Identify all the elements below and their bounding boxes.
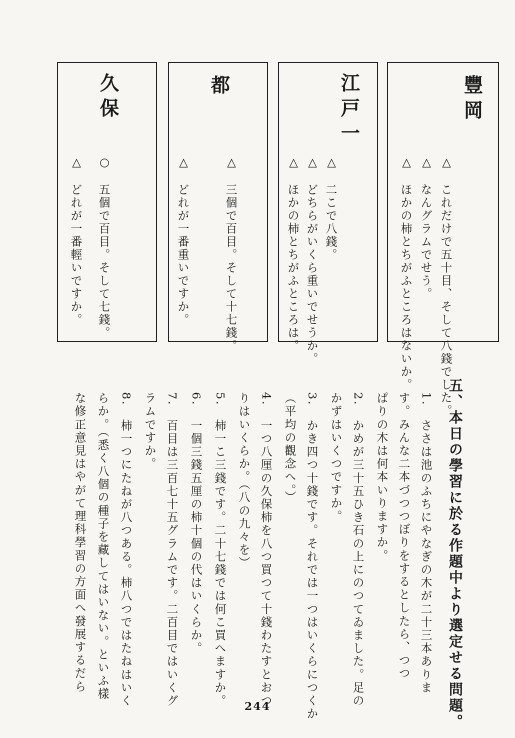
card-line: △ どちらがいくら重いでせうか。 [305, 155, 320, 366]
card-line: △ ほかの柿とちがふところはないか。 [399, 155, 414, 392]
card-toyooka [387, 62, 499, 418]
card-line: △ これだけで五十目、そして八錢でした。 [439, 155, 454, 418]
problem-line: 4. 一つ八厘の久保柿を八つ買つて十錢わたすとおつ [259, 392, 274, 708]
card-edoichi [278, 62, 378, 366]
card-line: △ どれが一番輕いですか。 [69, 155, 84, 327]
problem-line: ラムですか。 [143, 392, 158, 471]
card-heading: 江戸一 [338, 73, 360, 148]
card-line: △ どれが一番重いですか。 [176, 155, 191, 327]
page-number: 244 [244, 700, 271, 713]
card-line: △ なんグラムでせう。 [419, 155, 434, 301]
card-heading: 久保 [97, 73, 119, 123]
problem-line: かずはいくつですか。 [329, 392, 344, 523]
card-line: △ ほかの柿とちがふところは。 [286, 155, 301, 353]
card-heading: 豐岡 [461, 75, 483, 125]
card-line: △ 三個で百目。そして十七錢。 [224, 155, 239, 353]
problem-line: 2. かめが三十五ひき石の上にのつてゐました。足の [351, 392, 366, 708]
problem-line: 3. かき四つ十錢です。それでは一つはいくらにつくか [305, 392, 320, 721]
problem-line: な修正意見はやがて理科學習の方面へ發展するだら [73, 392, 88, 694]
problem-line: 7. 百目は三百七十五グラムです。二百目ではいくグ [165, 392, 180, 708]
problem-line: ぱりの木は何本いりますか。 [375, 392, 390, 563]
card-heading: 都 [208, 75, 230, 100]
card-line: △ 二こで八錢。 [324, 155, 339, 262]
section-title: 五、本日の學習に於る作題中より選定せる問題。 [447, 378, 463, 730]
problem-line: りはいくらか。（八の九々を） [237, 392, 252, 570]
card-kubo [57, 62, 157, 342]
card-miyako [168, 62, 268, 353]
problem-line: 1. ささは池のふちにやなぎの木が二十三本ありま [419, 392, 434, 695]
problem-line: （平均の觀念へ。） [283, 392, 298, 505]
problem-line: 6. 一個三錢五厘の柿十個の代はいくらか。 [189, 392, 204, 656]
problem-line: らか。（悉く八個の種子を藏してはいない。といふ樣 [96, 392, 111, 701]
card-line: ○ 五個で百目。そして七錢。 [97, 155, 112, 340]
problem-line: 5. 柿一こ三錢です。二十七錢では何こ買へますか。 [213, 392, 228, 708]
problem-line: 8. 柿一つにたねが八つある。柿八つではたねはいく [119, 392, 134, 708]
problem-line: す。みんな二本づつつぼりをするとしたら、つつ [397, 392, 412, 681]
